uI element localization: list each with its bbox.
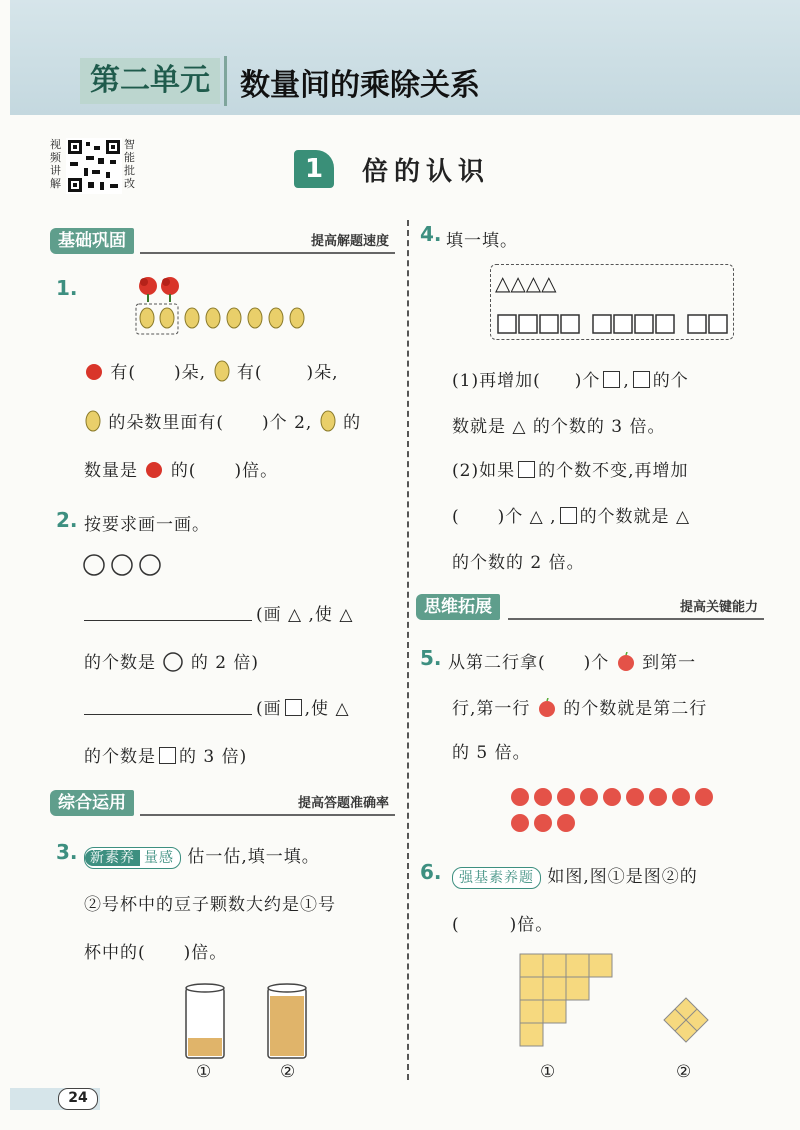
figure-1-label: ① (540, 1062, 557, 1082)
bud-icon (84, 410, 102, 432)
lesson-title: 倍的认识 (362, 156, 491, 187)
q1-line1: 有( )朵, 有( )朵, (84, 358, 339, 383)
q4-title: 填一填。 (446, 231, 518, 251)
bud-icon (319, 410, 337, 432)
q6-line2: ( )倍。 (452, 915, 554, 935)
q2-title: 按要求画一画。 (84, 515, 210, 535)
answer-line[interactable] (84, 620, 252, 621)
q2-line4: 的个数是 的 3 倍) (84, 747, 248, 767)
flower-icon (144, 460, 164, 480)
square-icon (633, 371, 650, 388)
square-icon (159, 747, 176, 764)
triangles-row: △△△△ (495, 271, 557, 295)
lesson-heading (294, 150, 490, 188)
square-icon (285, 699, 302, 716)
literacy-tag: 新素养 量感 (84, 847, 181, 869)
circle-icon (162, 651, 184, 673)
question-number: 4. (420, 222, 442, 246)
square-icon (603, 371, 620, 388)
figure-2-diamond (662, 996, 710, 1044)
qr-code-icon (66, 138, 122, 194)
section-label: 基础巩固 (50, 228, 134, 254)
q3-line2: 杯中的( )倍。 (84, 943, 228, 963)
page-number-bar (10, 1088, 100, 1110)
figure-1-squares (518, 952, 618, 1048)
question-number: 2. (56, 508, 78, 532)
q4-p1-line1: (1)再增加( )个 , 的个 (452, 371, 689, 391)
flower-icon (84, 362, 104, 382)
square-icon (518, 461, 535, 478)
unit-header (10, 0, 800, 115)
q1-figure (134, 272, 314, 338)
column-divider (407, 220, 409, 1080)
q2-line1: (画 △ ,使 △ (256, 605, 354, 625)
apple-icon (537, 698, 557, 718)
section-basic (50, 228, 395, 254)
q2-line2: 的个数是 的 2 倍) (84, 653, 260, 673)
q6-line1: 强基素养题 如图,图①是图②的 (452, 862, 698, 889)
question-number: 5. (420, 646, 442, 670)
q5-line3: 的 5 倍。 (452, 743, 531, 763)
circles-row (82, 552, 166, 578)
cups-figure (180, 982, 320, 1064)
q5-line1: 从第二行拿( )个 到第一 (448, 653, 697, 673)
q1-line3: 数量是 的( )倍。 (84, 461, 279, 481)
q4-p2-line2: ( )个 △ , 的个数就是 △ (452, 507, 691, 527)
apple-icon (616, 652, 636, 672)
q5-line2: 行,第一行 的个数就是第二行 (452, 699, 708, 719)
section-note: 提高答题准确率 (297, 796, 389, 811)
bud-icon (213, 360, 231, 382)
figure-2-label: ② (676, 1062, 693, 1082)
qr-left-text: 视频讲解 (50, 138, 61, 190)
foundation-tag: 强基素养题 (452, 867, 541, 889)
question-number: 3. (56, 840, 78, 864)
page-number: 24 (58, 1088, 98, 1110)
q2-line3: (画 ,使 △ (256, 699, 350, 719)
unit-label: 第二单元 (80, 58, 220, 104)
answer-line[interactable] (84, 714, 252, 715)
question-number: 6. (420, 860, 442, 884)
flower-icon (139, 277, 157, 302)
q3-title-line: 新素养 量感 估一估,填一填。 (84, 842, 320, 869)
section-think (416, 594, 764, 620)
unit-title: 数量间的乘除关系 (240, 68, 480, 103)
squares-row (497, 313, 733, 335)
section-note: 提高关键能力 (679, 600, 758, 615)
section-label: 综合运用 (50, 790, 134, 816)
qr-right-text: 智能批改 (124, 138, 135, 190)
square-icon (560, 507, 577, 524)
section-note: 提高解题速度 (310, 234, 389, 249)
q3-line1: ②号杯中的豆子颗数大约是①号 (84, 895, 336, 915)
q4-p2-line1: (2)如果 的个数不变,再增加 (452, 461, 689, 481)
section-rule (140, 814, 395, 816)
section-apply (50, 790, 395, 816)
cup1-label: ① (196, 1062, 213, 1082)
header-separator (224, 56, 227, 106)
cup2-label: ② (280, 1062, 297, 1082)
lesson-number: 1 (294, 150, 334, 188)
shapes-box (490, 264, 734, 340)
apples-figure (508, 784, 722, 836)
question-number: 1. (56, 276, 78, 300)
section-rule (140, 252, 395, 254)
q4-p1-line2: 数就是 △ 的个数的 3 倍。 (452, 417, 666, 437)
q1-line2: 的朵数里面有( )个 2, 的 (84, 408, 361, 433)
flower-icon (161, 277, 179, 302)
section-rule (508, 618, 764, 620)
section-label: 思维拓展 (416, 594, 500, 620)
qr-code-block[interactable] (50, 138, 140, 194)
q4-p2-line3: 的个数的 2 倍。 (452, 553, 585, 573)
